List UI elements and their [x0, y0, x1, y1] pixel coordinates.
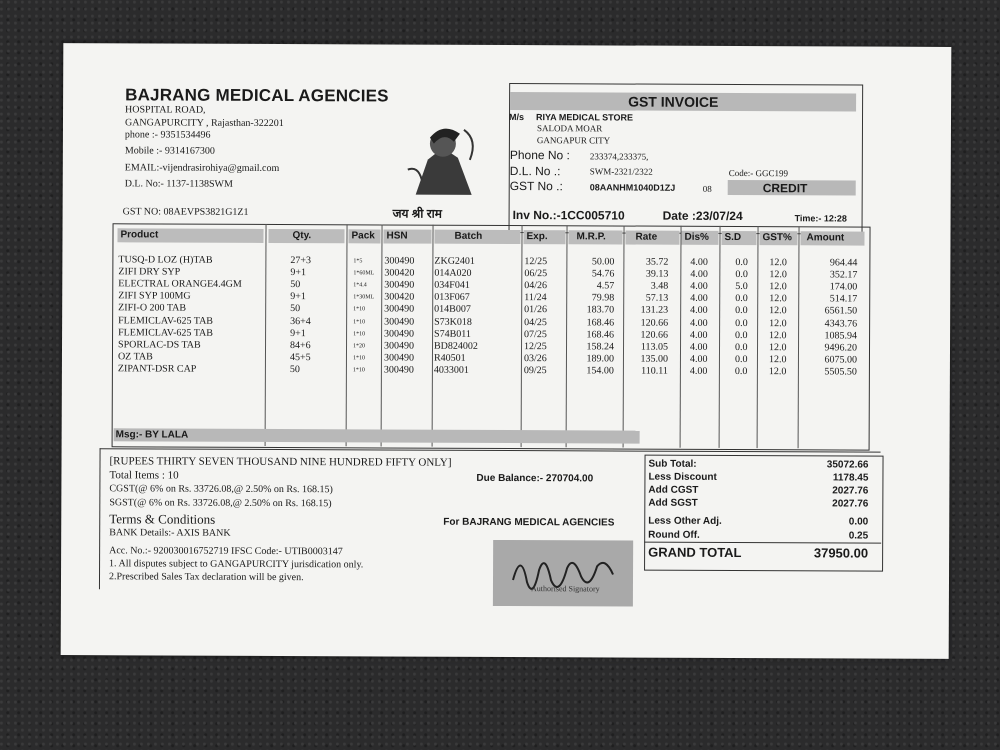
cell-sd: 0.0 — [734, 365, 748, 377]
account-details: Acc. No.:- 920030016752719 IFSC Code:- UTIB0003147 — [109, 545, 343, 558]
cell-pack: 1*30ML — [353, 294, 375, 301]
cell-batch: ZKG2401 — [434, 255, 475, 267]
col-batch: Batch — [434, 230, 520, 244]
col-dis: Dis% — [681, 231, 718, 245]
other-adj-row: Less Other Adj. 0.00 — [648, 515, 869, 528]
gst-label: GST No .: — [509, 179, 563, 194]
customer-code: Code:- GGC199 — [728, 167, 789, 179]
discount-row: Less Discount 1178.45 — [648, 471, 869, 484]
cell-hsn: 300490 — [383, 364, 414, 376]
cell-rate: 131.23 — [640, 304, 669, 317]
cell-batch: S73K018 — [434, 316, 472, 328]
term-2: 2.Prescribed Sales Tax declaration will be given. — [108, 571, 304, 584]
cell-pack: 1*10 — [353, 318, 366, 325]
sgst-line: SGST(@ 6% on Rs. 33726.08,@ 2.50% on Rs. 168.15) — [109, 497, 332, 510]
cell-amount: 174.00 — [829, 281, 858, 293]
cell-mrp: 4.57 — [596, 280, 615, 292]
deity-logo-icon — [398, 120, 488, 202]
cell-dis: 4.00 — [690, 317, 708, 329]
col-mrp: M.R.P. — [568, 230, 622, 244]
cell-mrp: 168.46 — [586, 328, 615, 341]
cell-qty: 9+1 — [290, 267, 307, 279]
cell-amount: 352.17 — [829, 269, 858, 281]
cell-exp: 12/25 — [523, 340, 547, 352]
cell-sd: 0.0 — [734, 353, 748, 365]
cell-pack: 1*4.4 — [353, 282, 367, 289]
cell-amount: 9496.20 — [824, 342, 858, 354]
cell-qty: 50 — [290, 279, 301, 291]
cell-gst: 12.0 — [769, 293, 787, 305]
cell-gst: 12.0 — [769, 317, 787, 329]
cell-rate: 35.72 — [645, 256, 669, 268]
cell-dis: 4.00 — [690, 305, 708, 317]
seller-phone: phone :- 9351534496 — [124, 129, 211, 141]
cell-exp: 06/25 — [524, 268, 548, 280]
cell-pack: 1*60ML — [353, 270, 375, 277]
cell-rate: 135.00 — [640, 353, 668, 365]
table-row — [62, 363, 950, 379]
logo-caption: जय श्री राम — [392, 206, 442, 221]
cell-gst: 12.0 — [768, 353, 787, 366]
cell-sd: 0.0 — [735, 269, 748, 281]
cell-amount: 5505.50 — [824, 366, 857, 378]
cell-hsn: 300490 — [384, 315, 415, 328]
cell-product: ZIPANT-DSR CAP — [117, 363, 197, 375]
cell-batch: 4033001 — [433, 364, 469, 376]
cell-hsn: 300490 — [383, 340, 415, 352]
col-gst: GST% — [759, 231, 797, 245]
seller-email: EMAIL:-vijendrasirohiya@gmail.com — [124, 162, 280, 175]
cell-hsn: 300420 — [384, 267, 415, 279]
seller-address2: GANGAPURCITY , Rajasthan-322201 — [124, 117, 284, 130]
cell-sd: 0.0 — [735, 257, 748, 269]
cell-product: ZIFI SYP 100MG — [118, 290, 191, 302]
cell-exp: 04/26 — [524, 280, 548, 292]
cell-gst: 12.0 — [769, 329, 787, 341]
invoice-title: GST INVOICE — [628, 93, 719, 110]
cell-amount: 514.17 — [829, 293, 858, 305]
cell-batch: 014B007 — [434, 304, 471, 316]
cell-qty: 9+1 — [290, 291, 306, 303]
cell-product: ELECTRAL ORANGE4.4GM — [118, 278, 242, 291]
cell-gst: 12.0 — [768, 341, 787, 353]
buyer-address2: GANGAPUR CITY — [536, 135, 611, 146]
cell-exp: 04/25 — [524, 316, 547, 328]
col-sd: S.D — [721, 231, 756, 245]
cell-hsn: 300420 — [384, 291, 415, 303]
cell-mrp: 168.46 — [586, 316, 615, 328]
invoice-paper — [61, 43, 952, 659]
sgst-row: Add SGST 2027.76 — [648, 497, 869, 510]
cell-sd: 0.0 — [735, 305, 748, 317]
round-off-row: Round Off. 0.25 — [648, 529, 869, 542]
seller-dl: D.L. No:- 1137-1138SWM — [124, 178, 233, 190]
cell-amount: 6561.50 — [824, 305, 858, 317]
phone-label: Phone No : — [509, 148, 570, 163]
sub-total-row: Sub Total: 35072.66 — [648, 458, 869, 471]
msg-band — [114, 428, 640, 443]
cell-dis: 4.00 — [690, 293, 708, 305]
seller-mobile: Mobile :- 9314167300 — [124, 145, 215, 157]
buyer-prefix: M/s — [508, 112, 525, 123]
cell-hsn: 300490 — [384, 279, 415, 291]
col-rate: Rate — [625, 231, 679, 245]
cell-sd: 5.0 — [735, 281, 748, 293]
bank-details: BANK Details:- AXIS BANK — [109, 527, 231, 539]
cell-product: ZIFI-O 200 TAB — [118, 302, 187, 314]
cell-pack: 1*10 — [352, 367, 365, 374]
cell-gst: 12.0 — [769, 281, 787, 293]
cell-pack: 1*20 — [353, 343, 366, 350]
cell-amount: 4343.76 — [824, 317, 858, 330]
cell-rate: 113.05 — [640, 341, 669, 353]
term-1: 1. All disputes subject to GANGAPURCITY jurisdication only. — [109, 558, 364, 571]
terms-title: Terms & Conditions — [109, 511, 216, 527]
cell-batch: S74B011 — [434, 328, 471, 340]
cell-dis: 4.00 — [690, 329, 708, 341]
cell-qty: 36+4 — [290, 315, 311, 327]
cell-rate: 110.11 — [641, 365, 668, 377]
signatory-label: Authorised Signatory — [530, 584, 600, 594]
total-items: Total Items : 10 — [109, 469, 179, 482]
cell-product: FLEMICLAV-625 TAB — [118, 326, 213, 339]
cell-dis: 4.00 — [690, 256, 708, 268]
phone-value: 233374,233375, — [589, 151, 649, 162]
cell-batch: 013F067 — [434, 291, 470, 304]
seller-name: BAJRANG MEDICAL AGENCIES — [125, 85, 389, 106]
message: Msg:- BY LALA — [115, 429, 189, 441]
cell-exp: 12/25 — [524, 256, 548, 268]
cell-rate: 120.66 — [640, 329, 669, 341]
cell-product: TUSQ-D LOZ (H)TAB — [118, 254, 213, 266]
gst-suffix: 08 — [702, 183, 712, 194]
col-amount: Amount — [800, 231, 864, 245]
due-balance: Due Balance:- 270704.00 — [476, 472, 594, 485]
cell-pack: 1*5 — [353, 258, 363, 265]
col-pack: Pack — [348, 229, 380, 243]
cell-sd: 0.0 — [735, 317, 748, 329]
cell-amount: 1085.94 — [824, 329, 858, 342]
cell-amount: 6075.00 — [824, 354, 857, 366]
col-exp: Exp. — [523, 230, 565, 244]
cell-qty: 27+3 — [290, 255, 312, 267]
cell-mrp: 79.98 — [591, 292, 615, 304]
cell-product: FLEMICLAV-625 TAB — [118, 314, 214, 327]
buyer-address1: SALODA MOAR — [536, 123, 603, 134]
buyer-name: RIYA MEDICAL STORE — [535, 112, 634, 123]
cell-qty: 9+1 — [290, 327, 306, 339]
cell-gst: 12.0 — [769, 305, 787, 317]
amount-in-words: [RUPEES THIRTY SEVEN THOUSAND NINE HUNDRED FIFTY ONLY] — [109, 455, 452, 469]
cell-amount: 964.44 — [829, 257, 858, 269]
cell-mrp: 189.00 — [586, 353, 614, 365]
cell-mrp: 54.76 — [591, 268, 615, 280]
col-product: Product — [117, 228, 263, 243]
cell-rate: 39.13 — [645, 268, 669, 280]
signature-icon — [493, 540, 633, 607]
cell-mrp: 154.00 — [586, 365, 614, 377]
cell-batch: R40501 — [433, 352, 466, 364]
cell-qty: 45+5 — [289, 351, 311, 363]
invoice-time: Time:- 12:28 — [794, 213, 847, 224]
cell-product: SPORLAC-DS TAB — [118, 338, 201, 351]
signature-stamp — [493, 540, 633, 607]
cell-batch: 014A020 — [434, 267, 472, 279]
invoice-date: Date :23/07/24 — [662, 208, 743, 224]
col-qty: Qty. — [268, 229, 344, 243]
cell-hsn: 300490 — [384, 303, 415, 315]
cell-dis: 4.00 — [689, 365, 708, 377]
seller-address1: HOSPITAL ROAD, — [125, 104, 206, 116]
cell-dis: 4.00 — [690, 268, 708, 280]
dl-value: SWM-2321/2322 — [589, 166, 653, 177]
col-hsn: HSN — [383, 229, 431, 243]
cell-exp: 07/25 — [524, 328, 547, 340]
cell-dis: 4.00 — [689, 341, 708, 353]
cell-hsn: 300490 — [384, 328, 415, 340]
cell-pack: 1*10 — [353, 330, 366, 337]
cell-exp: 09/25 — [523, 364, 547, 377]
cell-exp: 03/26 — [523, 352, 547, 364]
seller-gst: GST NO: 08AEVPS3821G1Z1 — [122, 206, 249, 218]
cell-gst: 12.0 — [768, 366, 787, 378]
cell-product: OZ TAB — [117, 351, 153, 363]
cgst-line: CGST(@ 6% on Rs. 33726.08,@ 2.50% on Rs. 168.15) — [109, 483, 333, 496]
cell-batch: BD824002 — [433, 340, 478, 352]
cell-mrp: 158.24 — [586, 341, 615, 353]
cell-sd: 0.0 — [734, 341, 748, 353]
cell-qty: 50 — [290, 303, 301, 315]
cell-qty: 84+6 — [289, 339, 311, 351]
dl-label: D.L. No .: — [509, 164, 561, 179]
gst-value: 08AANHM1040D1ZJ — [589, 182, 676, 193]
for-company: For BAJRANG MEDICAL AGENCIES — [443, 516, 615, 529]
cell-dis: 4.00 — [690, 280, 708, 293]
cell-exp: 11/24 — [524, 292, 547, 304]
cell-product: ZIFI DRY SYP — [118, 266, 181, 278]
cgst-row: Add CGST 2027.76 — [648, 484, 869, 497]
cell-gst: 12.0 — [769, 257, 787, 269]
cell-mrp: 50.00 — [591, 256, 615, 268]
items-rows — [62, 254, 951, 388]
cell-rate: 120.66 — [640, 317, 669, 329]
invoice-number: Inv No.:-1CC005710 — [512, 208, 625, 223]
cell-pack: 1*10 — [353, 306, 366, 313]
cell-dis: 4.00 — [689, 353, 708, 365]
cell-hsn: 300490 — [384, 255, 415, 267]
grand-total-row: GRAND TOTAL 37950.00 — [648, 544, 869, 561]
cell-pack: 1*10 — [352, 355, 365, 362]
cell-hsn: 300490 — [383, 352, 414, 364]
cell-qty: 50 — [289, 363, 300, 375]
cell-sd: 0.0 — [735, 329, 748, 341]
cell-gst: 12.0 — [769, 269, 787, 281]
cell-rate: 3.48 — [650, 280, 669, 292]
cell-batch: 034F041 — [434, 279, 470, 292]
cell-sd: 0.0 — [735, 293, 748, 305]
cell-mrp: 183.70 — [586, 304, 615, 316]
payment-mode: CREDIT — [762, 181, 808, 196]
cell-rate: 57.13 — [645, 292, 669, 305]
cell-exp: 01/26 — [524, 304, 547, 316]
